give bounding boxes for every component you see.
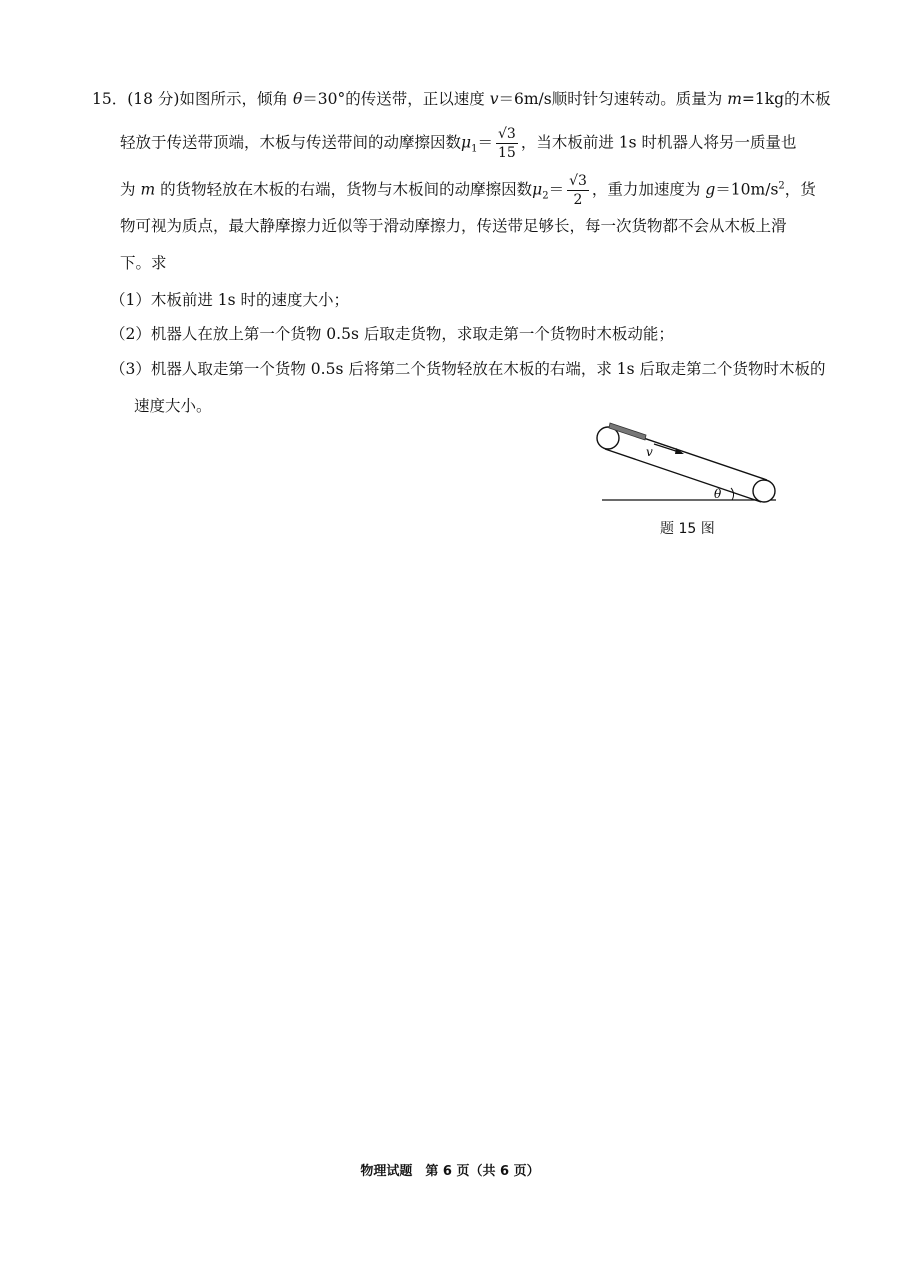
fraction-denominator: 2 <box>573 192 583 208</box>
text-segment: ，货 <box>784 180 816 199</box>
text-segment: =1kg <box>741 90 785 108</box>
fraction-numerator: √3 <box>569 173 587 189</box>
text-segment: 为 <box>120 180 136 199</box>
figure-caption: 题 15 图 <box>660 521 715 537</box>
problem-line-1 <box>92 88 831 110</box>
text-segment: ＝10m/s <box>715 180 779 199</box>
mu1-fraction <box>496 127 518 160</box>
velocity-label: v <box>646 445 653 459</box>
problem-points: (18 分) <box>127 90 180 108</box>
text-segment: 如图所示，倾角 <box>179 90 288 108</box>
theta-label: θ <box>714 487 722 501</box>
mu-symbol: μ <box>461 133 472 152</box>
mu-symbol: μ <box>532 180 543 199</box>
problem-line-2: 轻放于传送带顶端，木板与传送带间的动摩擦因数$\mu_1=$ $\frac{√3}{15}$ ，当木板前进 1s 时机器人将另一质量也 <box>120 126 797 161</box>
conveyor-belt-diagram <box>590 418 790 513</box>
text-segment: 的传送带，正以速度 <box>345 90 485 108</box>
fraction-numerator: √3 <box>497 126 516 142</box>
problem-line-4: 物可视为质点，最大静摩擦力近似等于滑动摩擦力，传送带足够长，每一次货物都不会从木板上滑 <box>120 217 787 235</box>
angle-arc <box>731 488 734 500</box>
theta-symbol: θ <box>292 90 303 108</box>
question-3-line-1: （3）机器人取走第一个货物 0.5s 后将第二个货物轻放在木板的右端，求 1s 后取走第二个货物时木板的 <box>110 360 826 378</box>
text-segment: 的货物轻放在木板的右端，货物与木板间的动摩擦因数 <box>160 180 533 199</box>
page-footer: 物理试题 第 6 页（共 6 页） <box>360 1164 540 1179</box>
problem-line-5: 下。求 <box>120 254 167 272</box>
text-segment: 顺时针匀速转动。质量为 <box>551 90 723 108</box>
question-3-line-2: 速度大小。 <box>134 397 212 415</box>
bottom-roller <box>753 480 775 502</box>
fraction-denominator: 15 <box>497 145 516 161</box>
text-segment: 的木板 <box>784 90 831 108</box>
text-segment: ＝30° <box>302 90 346 108</box>
exponent: 2 <box>778 180 785 192</box>
gravity-symbol: g <box>705 180 716 199</box>
text-segment: ＝6m/s <box>498 90 552 108</box>
question-2: （2）机器人在放上第一个货物 0.5s 后取走货物，求取走第一个货物时木板动能； <box>110 325 674 343</box>
mass-symbol: m <box>727 90 742 108</box>
mass-symbol: m <box>140 180 156 199</box>
mu2-fraction <box>567 174 589 207</box>
mu2-subscript: 2 <box>542 190 549 202</box>
belt-lower <box>605 449 761 502</box>
text-segment: ，当木板前进 1s 时机器人将另一质量也 <box>520 133 797 152</box>
question-1: （1）木板前进 1s 时的速度大小； <box>110 291 350 309</box>
mu1-subscript: 1 <box>471 143 478 155</box>
text-segment: ，重力加速度为 <box>591 180 701 199</box>
text-segment: 轻放于传送带顶端，木板与传送带间的动摩擦因数 <box>120 133 462 152</box>
problem-number: 15． <box>92 90 128 108</box>
problem-line-3: 为 m 的货物轻放在木板的右端，货物与木板间的动摩擦因数$\mu_2=$ $\frac{√3}{2}$ ，重力加速度为 $g=10m/s^2$，货 <box>120 173 816 208</box>
velocity-symbol: v <box>489 90 499 108</box>
